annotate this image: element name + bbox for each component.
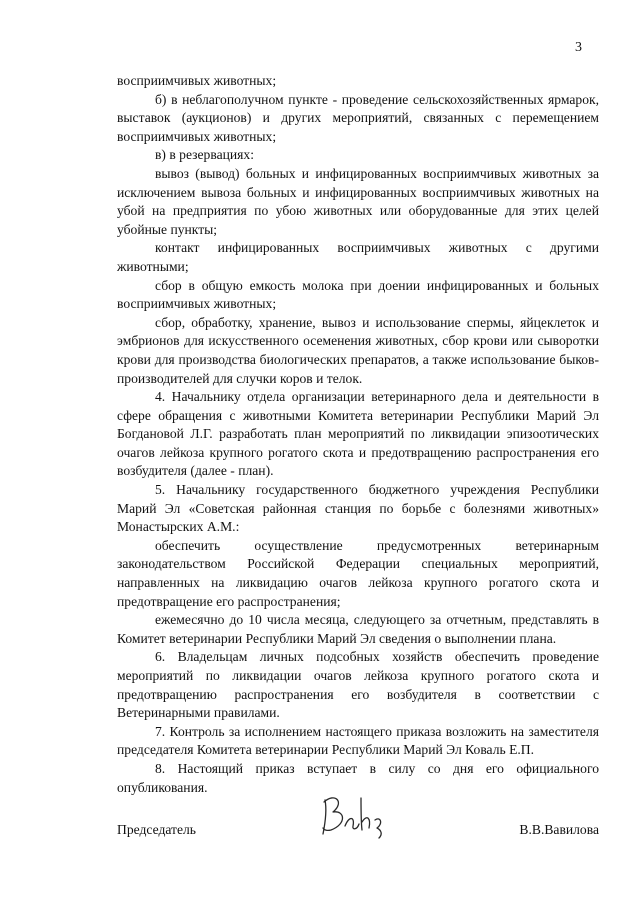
paragraph: обеспечить осуществление предусмотренных ветеринарным законодательством Российской Федерации специальных мероприятий, направленных на ликвидацию очагов лейкоза крупного рогатого скота и предотвращение его распространения; [117,537,599,609]
signature-block [117,816,599,846]
paragraph: сбор, обработку, хранение, вывоз и использование спермы, яйцеклеток и эмбрионов для искусственного осеменения животных, сбор крови или сыворотки крови для производства биологических препаратов, а также использование быков-производителей для случки коров и телок. [117,314,599,386]
handwritten-signature [315,790,387,840]
paragraph: контакт инфицированных восприимчивых животных с другими животными; [117,240,599,274]
signatory-name: В.В.Вавилова [519,822,599,837]
paragraph: сбор в общую емкость молока при доении инфицированных и больных восприимчивых животных; [117,277,599,312]
signatory-role: Председатель [117,822,196,837]
paragraph: 4. Начальнику отдела организации ветеринарного дела и деятельности в сфере обращения с животными Комитета ветеринарии Республики Марий Эл Богдановой Л.Г. разработать план мероприятий по ликвидации эпизоотических очагов лейкоза крупного рогатого скота и предотвращению распространения его возбудителя (далее - план). [117,389,599,479]
paragraph: вывоз (вывод) больных и инфицированных восприимчивых животных за исключением вывоза больных и инфицированных восприимчивых животных на убой на предприятия по убою животных или оборудованные для этих целей убойные пункты; [117,165,599,237]
paragraph: 6. Владельцам личных подсобных хозяйств обеспечить проведение мероприятий по ликвидации очагов лейкоза крупного рогатого скота и предотвращению распространения его возбудителя в соответствии с Ветеринарными правилами. [117,649,599,721]
paragraph: ежемесячно до 10 числа месяца, следующего за отчетным, представлять в Комитет ветеринарии Республики Марий Эл сведения о выполнении плана. [117,612,599,646]
paragraph: 5. Начальнику государственного бюджетного учреждения Республики Марий Эл «Советская районная станция по борьбе с болезнями животных» Монастырских А.М.: [117,482,599,535]
page-number: 3 [575,40,582,55]
paragraph: восприимчивых животных; [117,73,277,88]
paragraph: в) в резервациях: [155,147,255,163]
paragraph: 7. Контроль за исполнением настоящего приказа возложить на заместителя председателя Комитета ветеринарии Республики Марий Эл Коваль Е.П. [117,723,599,758]
paragraph: б) в неблагополучном пункте - проведение сельскохозяйственных ярмарок, выставок (аукционов) и других мероприятий, связанных с перемещением восприимчивых животных; [117,91,599,144]
document-body [117,72,599,797]
paragraph: 8. Настоящий приказ вступает в силу со дня его официального опубликования. [117,760,599,795]
